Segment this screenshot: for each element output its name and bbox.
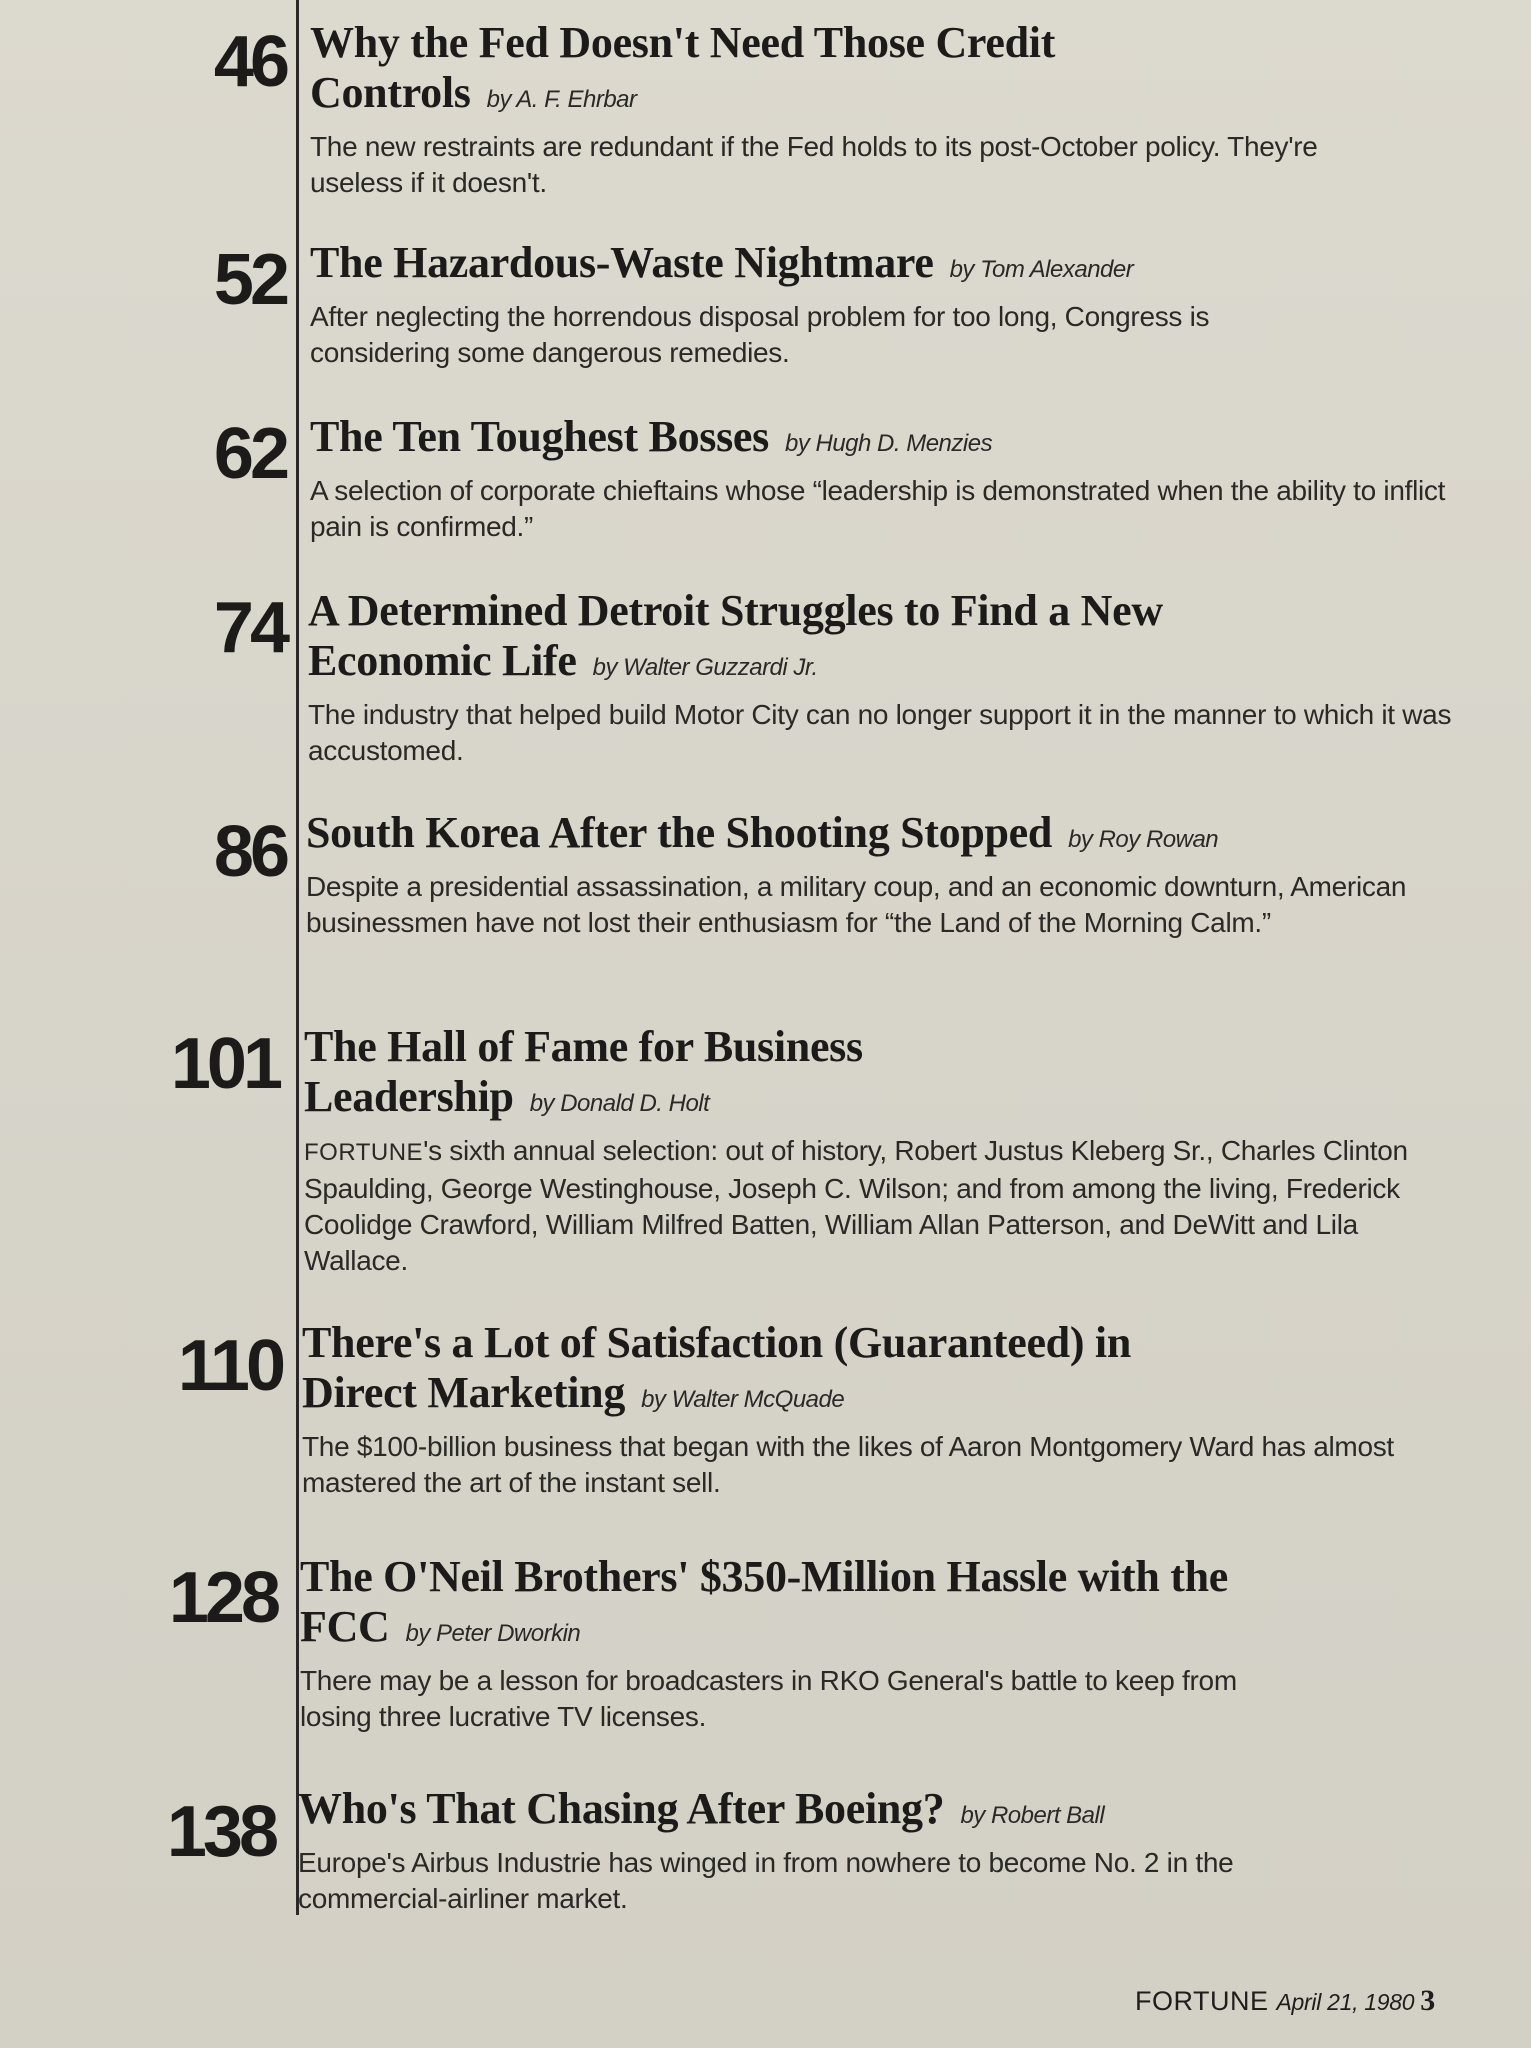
page-number: 86	[213, 812, 286, 892]
entry-body	[310, 238, 1460, 371]
entry-body	[308, 586, 1458, 769]
folio-page-number: 3	[1420, 1984, 1436, 2017]
title-text: The Hall of Fame for Business Leadership	[304, 1022, 863, 1121]
entry-body	[300, 1552, 1450, 1735]
article-title[interactable]	[308, 586, 1188, 693]
article-description: A selection of corporate chieftains whose “leadership is demonstrated when the ability to inflict pain is confirmed.”	[310, 475, 1446, 542]
magazine-name: FORTUNE	[1135, 1986, 1269, 2016]
title-text: Who's That Chasing After Boeing?	[298, 1784, 945, 1833]
article-title[interactable]	[310, 238, 1460, 295]
byline: by Walter Guzzardi Jr.	[592, 654, 818, 681]
article-description: After neglecting the horrendous disposal problem for too long, Congress is considering some dangerous remedies.	[310, 301, 1210, 368]
page-number: 138	[166, 1792, 275, 1872]
page-number: 110	[177, 1326, 282, 1406]
page-number: 74	[213, 588, 286, 668]
article-title[interactable]	[310, 412, 1460, 469]
article-title[interactable]	[302, 1318, 1222, 1425]
magazine-name: FORTUNE	[304, 1139, 424, 1166]
article-title[interactable]	[300, 1552, 1230, 1659]
page-number: 62	[213, 414, 286, 494]
byline: by Robert Ball	[960, 1802, 1105, 1829]
entry-body	[310, 412, 1460, 545]
article-description: The $100-billion business that began with the likes of Aaron Montgomery Ward has almost mastered the art of the instant sell.	[302, 1431, 1394, 1498]
entry-body	[298, 1784, 1448, 1917]
page-footer	[1135, 1984, 1435, 2018]
title-text: A Determined Detroit Struggles to Find a New Economic Life	[308, 586, 1163, 685]
byline: by Roy Rowan	[1068, 826, 1219, 853]
entry-body	[306, 808, 1456, 941]
description-text: 's sixth annual selection: out of history, Robert Justus Kleberg Sr., Charles Clinton Spaulding, George Westinghouse, Joseph C. Wilson; and from among the living, Frederick Coolidge Crawford, William Milfred Batten, William Allan Patterson, and DeWitt and Lila Wallace.	[304, 1135, 1408, 1276]
byline: by Peter Dworkin	[405, 1620, 581, 1647]
page-number: 52	[213, 240, 286, 320]
article-description: The new restraints are redundant if the Fed holds to its post-October policy. They're useless if it doesn't.	[310, 131, 1318, 198]
article-description: Europe's Airbus Industrie has winged in from nowhere to become No. 2 in the commercial-airliner market.	[298, 1847, 1234, 1914]
title-text: There's a Lot of Satisfaction (Guaranteed) in Direct Marketing	[302, 1318, 1131, 1417]
page-number: 46	[213, 22, 286, 102]
vertical-rule	[296, 0, 299, 1915]
title-text: South Korea After the Shooting Stopped	[306, 808, 1053, 857]
entry-body	[304, 1022, 1454, 1279]
article-title[interactable]	[306, 808, 1456, 865]
entry-body	[310, 18, 1460, 201]
article-description: There may be a lesson for broadcasters in RKO General's battle to keep from losing three lucrative TV licenses.	[300, 1665, 1237, 1732]
article-title[interactable]	[298, 1784, 1448, 1841]
article-description: Despite a presidential assassination, a military coup, and an economic downturn, American businessmen have not lost their enthusiasm for “the Land of the Morning Calm.”	[306, 871, 1407, 938]
title-text: The O'Neil Brothers' $350-Million Hassle with the FCC	[300, 1552, 1229, 1651]
page-number: 101	[170, 1024, 279, 1104]
article-description	[304, 1133, 1454, 1279]
issue-date: April 21, 1980	[1276, 1989, 1415, 2015]
byline: by A. F. Ehrbar	[486, 86, 637, 113]
title-text: The Ten Toughest Bosses	[310, 412, 769, 461]
byline: by Hugh D. Menzies	[784, 430, 993, 457]
article-description: The industry that helped build Motor City can no longer support it in the manner to which it was accustomed.	[308, 699, 1452, 766]
byline: by Donald D. Holt	[529, 1090, 710, 1117]
title-text: The Hazardous-Waste Nightmare	[310, 238, 934, 287]
page-number: 128	[168, 1558, 277, 1638]
article-title[interactable]	[310, 18, 1070, 125]
entry-body	[302, 1318, 1452, 1501]
article-title[interactable]	[304, 1022, 1004, 1129]
byline: by Tom Alexander	[949, 256, 1134, 283]
title-text: Why the Fed Doesn't Need Those Credit Controls	[310, 18, 1056, 117]
byline: by Walter McQuade	[641, 1386, 845, 1413]
